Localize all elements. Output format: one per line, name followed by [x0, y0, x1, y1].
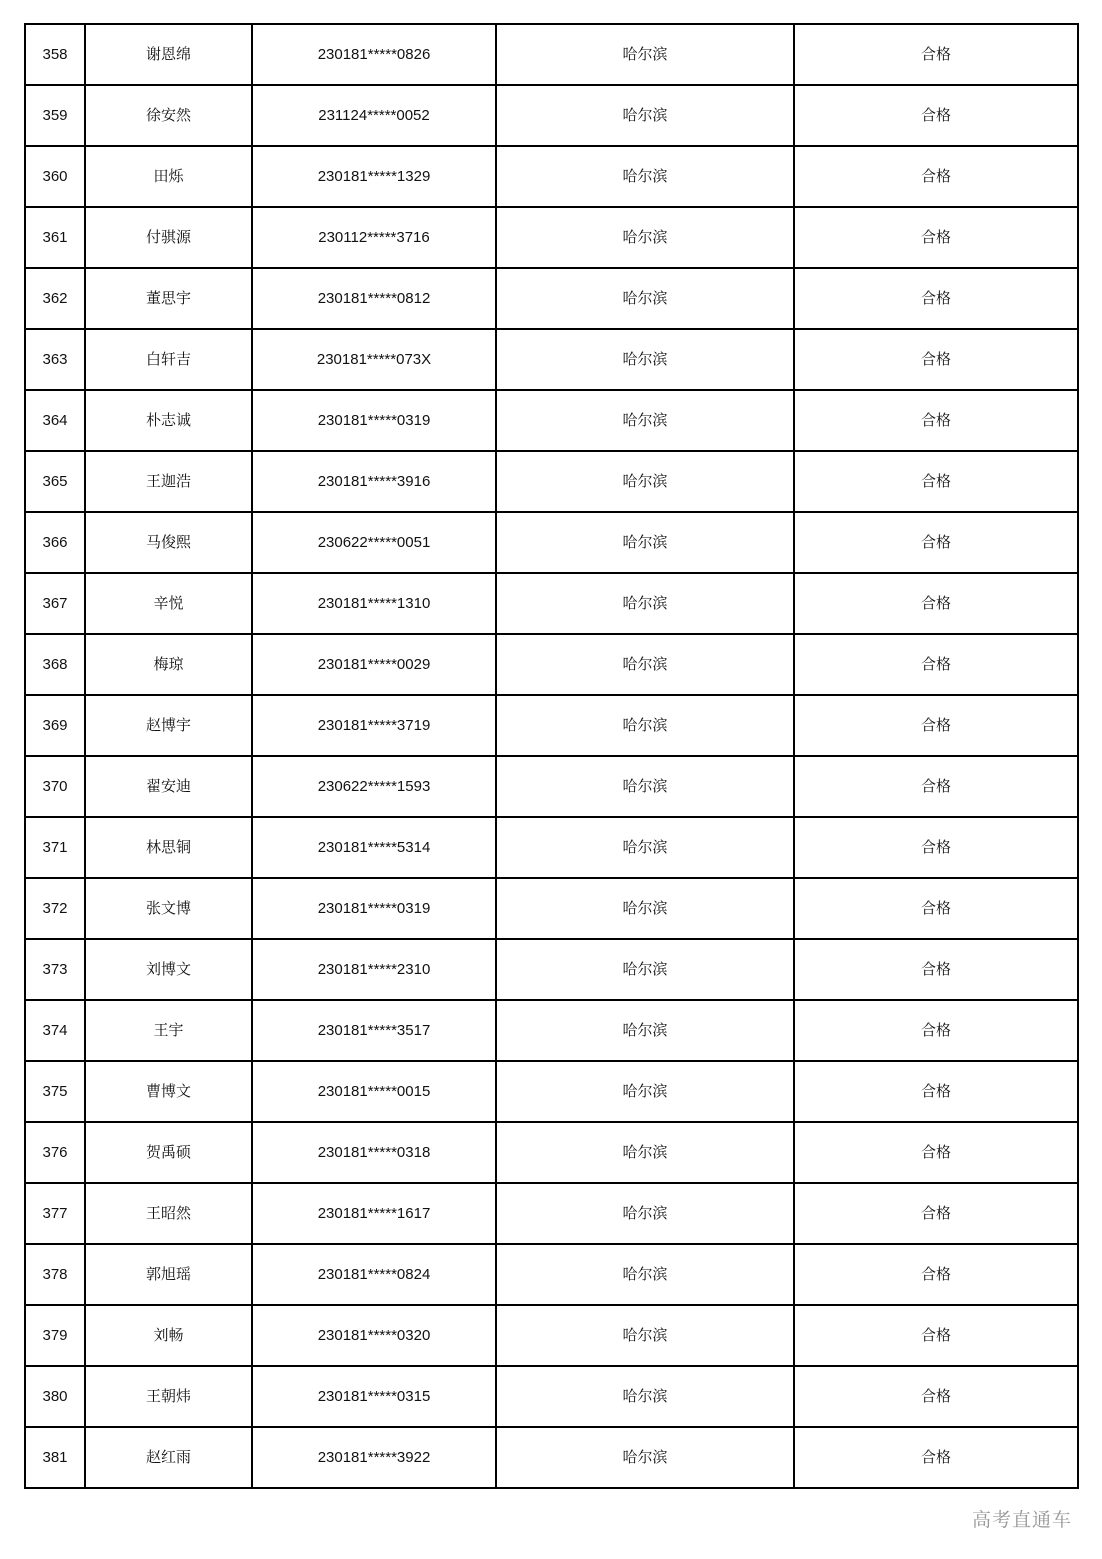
result-cell: 合格 — [794, 1122, 1078, 1183]
name-cell: 郭旭瑶 — [85, 1244, 252, 1305]
name-cell: 付骐源 — [85, 207, 252, 268]
name-cell: 辛悦 — [85, 573, 252, 634]
city-cell: 哈尔滨 — [496, 146, 794, 207]
result-cell: 合格 — [794, 512, 1078, 573]
city-cell: 哈尔滨 — [496, 939, 794, 1000]
table-row — [25, 1244, 1078, 1305]
city-cell: 哈尔滨 — [496, 1000, 794, 1061]
name-cell: 赵红雨 — [85, 1427, 252, 1488]
result-cell: 合格 — [794, 1183, 1078, 1244]
name-cell: 朴志诚 — [85, 390, 252, 451]
city-cell: 哈尔滨 — [496, 207, 794, 268]
result-cell: 合格 — [794, 1061, 1078, 1122]
name-cell: 王昭然 — [85, 1183, 252, 1244]
name-cell: 曹博文 — [85, 1061, 252, 1122]
name-cell: 田烁 — [85, 146, 252, 207]
serial-number-cell: 371 — [25, 817, 85, 878]
table-row — [25, 1366, 1078, 1427]
name-cell: 马俊熙 — [85, 512, 252, 573]
name-cell: 张文博 — [85, 878, 252, 939]
city-cell: 哈尔滨 — [496, 512, 794, 573]
table-row — [25, 451, 1078, 512]
id-number-cell: 230181*****1329 — [252, 146, 496, 207]
id-number-cell: 230622*****0051 — [252, 512, 496, 573]
table-row — [25, 146, 1078, 207]
table-row — [25, 695, 1078, 756]
name-cell: 王迦浩 — [85, 451, 252, 512]
name-cell: 谢恩绵 — [85, 24, 252, 85]
serial-number-cell: 375 — [25, 1061, 85, 1122]
result-cell: 合格 — [794, 1000, 1078, 1061]
city-cell: 哈尔滨 — [496, 1183, 794, 1244]
id-number-cell: 230181*****0320 — [252, 1305, 496, 1366]
id-number-cell: 230181*****0029 — [252, 634, 496, 695]
result-cell: 合格 — [794, 268, 1078, 329]
serial-number-cell: 373 — [25, 939, 85, 1000]
serial-number-cell: 358 — [25, 24, 85, 85]
city-cell: 哈尔滨 — [496, 1427, 794, 1488]
serial-number-cell: 368 — [25, 634, 85, 695]
name-cell: 刘畅 — [85, 1305, 252, 1366]
table-row — [25, 512, 1078, 573]
serial-number-cell: 365 — [25, 451, 85, 512]
result-cell: 合格 — [794, 451, 1078, 512]
table-row — [25, 1305, 1078, 1366]
serial-number-cell: 361 — [25, 207, 85, 268]
name-cell: 王宇 — [85, 1000, 252, 1061]
city-cell: 哈尔滨 — [496, 634, 794, 695]
table-row — [25, 1427, 1078, 1488]
result-cell: 合格 — [794, 329, 1078, 390]
result-cell: 合格 — [794, 756, 1078, 817]
result-cell: 合格 — [794, 1305, 1078, 1366]
result-cell: 合格 — [794, 1366, 1078, 1427]
id-number-cell: 230181*****3517 — [252, 1000, 496, 1061]
id-number-cell: 230181*****1617 — [252, 1183, 496, 1244]
serial-number-cell: 360 — [25, 146, 85, 207]
serial-number-cell: 366 — [25, 512, 85, 573]
id-number-cell: 230181*****0015 — [252, 1061, 496, 1122]
id-number-cell: 230181*****0315 — [252, 1366, 496, 1427]
city-cell: 哈尔滨 — [496, 1366, 794, 1427]
name-cell: 徐安然 — [85, 85, 252, 146]
table-row — [25, 939, 1078, 1000]
id-number-cell: 230112*****3716 — [252, 207, 496, 268]
city-cell: 哈尔滨 — [496, 24, 794, 85]
name-cell: 翟安迪 — [85, 756, 252, 817]
result-cell: 合格 — [794, 939, 1078, 1000]
serial-number-cell: 374 — [25, 1000, 85, 1061]
table-row — [25, 1061, 1078, 1122]
table-row — [25, 329, 1078, 390]
result-cell: 合格 — [794, 146, 1078, 207]
result-cell: 合格 — [794, 634, 1078, 695]
id-number-cell: 230181*****5314 — [252, 817, 496, 878]
name-cell: 林思铜 — [85, 817, 252, 878]
name-cell: 董思宇 — [85, 268, 252, 329]
table-row — [25, 817, 1078, 878]
serial-number-cell: 362 — [25, 268, 85, 329]
table-row — [25, 85, 1078, 146]
city-cell: 哈尔滨 — [496, 268, 794, 329]
result-cell: 合格 — [794, 817, 1078, 878]
roster-table — [24, 23, 1079, 1489]
table-row — [25, 756, 1078, 817]
city-cell: 哈尔滨 — [496, 1305, 794, 1366]
id-number-cell: 230181*****1310 — [252, 573, 496, 634]
result-cell: 合格 — [794, 695, 1078, 756]
id-number-cell: 230181*****0812 — [252, 268, 496, 329]
city-cell: 哈尔滨 — [496, 390, 794, 451]
table-row — [25, 24, 1078, 85]
serial-number-cell: 377 — [25, 1183, 85, 1244]
name-cell: 赵博宇 — [85, 695, 252, 756]
id-number-cell: 230181*****0319 — [252, 878, 496, 939]
name-cell: 刘博文 — [85, 939, 252, 1000]
serial-number-cell: 359 — [25, 85, 85, 146]
table-row — [25, 1183, 1078, 1244]
city-cell: 哈尔滨 — [496, 878, 794, 939]
serial-number-cell: 363 — [25, 329, 85, 390]
city-cell: 哈尔滨 — [496, 695, 794, 756]
result-cell: 合格 — [794, 207, 1078, 268]
city-cell: 哈尔滨 — [496, 573, 794, 634]
id-number-cell: 230622*****1593 — [252, 756, 496, 817]
serial-number-cell: 376 — [25, 1122, 85, 1183]
city-cell: 哈尔滨 — [496, 1122, 794, 1183]
id-number-cell: 230181*****0826 — [252, 24, 496, 85]
result-cell: 合格 — [794, 85, 1078, 146]
result-cell: 合格 — [794, 573, 1078, 634]
watermark: 高考直通车 — [971, 1509, 1072, 1531]
city-cell: 哈尔滨 — [496, 1061, 794, 1122]
table-row — [25, 207, 1078, 268]
serial-number-cell: 370 — [25, 756, 85, 817]
name-cell: 王朝炜 — [85, 1366, 252, 1427]
result-cell: 合格 — [794, 24, 1078, 85]
serial-number-cell: 369 — [25, 695, 85, 756]
table-row — [25, 390, 1078, 451]
roster-body — [25, 24, 1078, 1488]
id-number-cell: 230181*****3916 — [252, 451, 496, 512]
id-number-cell: 231124*****0052 — [252, 85, 496, 146]
table-row — [25, 573, 1078, 634]
id-number-cell: 230181*****0824 — [252, 1244, 496, 1305]
city-cell: 哈尔滨 — [496, 451, 794, 512]
name-cell: 白轩吉 — [85, 329, 252, 390]
serial-number-cell: 372 — [25, 878, 85, 939]
serial-number-cell: 367 — [25, 573, 85, 634]
table-row — [25, 268, 1078, 329]
id-number-cell: 230181*****2310 — [252, 939, 496, 1000]
table-row — [25, 1122, 1078, 1183]
id-number-cell: 230181*****073X — [252, 329, 496, 390]
serial-number-cell: 364 — [25, 390, 85, 451]
table-row — [25, 1000, 1078, 1061]
table-row — [25, 878, 1078, 939]
city-cell: 哈尔滨 — [496, 85, 794, 146]
serial-number-cell: 379 — [25, 1305, 85, 1366]
id-number-cell: 230181*****3719 — [252, 695, 496, 756]
serial-number-cell: 380 — [25, 1366, 85, 1427]
city-cell: 哈尔滨 — [496, 1244, 794, 1305]
table-row — [25, 634, 1078, 695]
city-cell: 哈尔滨 — [496, 756, 794, 817]
serial-number-cell: 378 — [25, 1244, 85, 1305]
result-cell: 合格 — [794, 1244, 1078, 1305]
result-cell: 合格 — [794, 878, 1078, 939]
result-cell: 合格 — [794, 1427, 1078, 1488]
id-number-cell: 230181*****0319 — [252, 390, 496, 451]
name-cell: 贺禹硕 — [85, 1122, 252, 1183]
city-cell: 哈尔滨 — [496, 329, 794, 390]
city-cell: 哈尔滨 — [496, 817, 794, 878]
id-number-cell: 230181*****3922 — [252, 1427, 496, 1488]
result-cell: 合格 — [794, 390, 1078, 451]
serial-number-cell: 381 — [25, 1427, 85, 1488]
name-cell: 梅琼 — [85, 634, 252, 695]
id-number-cell: 230181*****0318 — [252, 1122, 496, 1183]
